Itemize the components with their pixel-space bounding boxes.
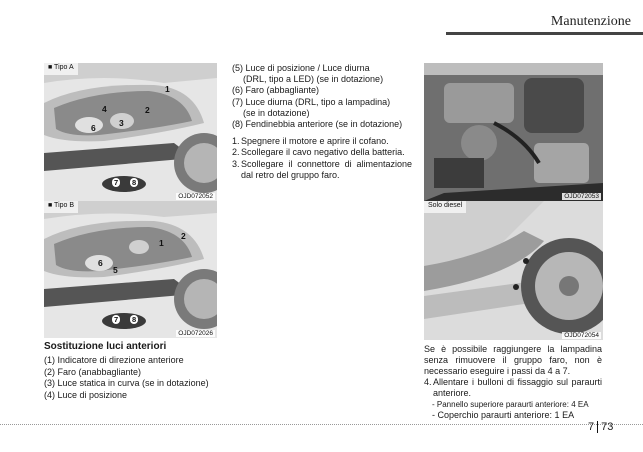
figure-label: Solo diesel: [424, 201, 466, 213]
callout-5: 5: [113, 265, 118, 275]
figure-code: OJD072052: [178, 193, 213, 200]
step-item: [232, 136, 412, 147]
step-text: Scollegare il connettore di alimentazione dal retro del gruppo faro.: [241, 158, 412, 180]
callout-1: 1: [159, 238, 164, 248]
list-item: [232, 97, 412, 119]
step-number: 2.: [232, 147, 240, 158]
page-number-value: 73: [601, 421, 614, 433]
callout-2: 2: [181, 231, 186, 241]
footer-rule: [0, 424, 643, 425]
figure-code: OJD072054: [564, 332, 599, 339]
figure-code: OJD072026: [178, 330, 213, 337]
figure-type-b: [44, 201, 217, 338]
figure-engine-bay: [424, 63, 603, 201]
step-item: [232, 147, 412, 158]
list-item-text: (se in dotazione): [243, 107, 310, 118]
step-item: [424, 377, 602, 399]
list-item: [232, 63, 412, 85]
callout-8: 8: [132, 178, 137, 187]
callout-4: 4: [102, 104, 107, 114]
list-item: (3) Luce statica in curva (se in dotazione): [44, 378, 209, 389]
list-item: [232, 85, 412, 96]
section-heading: Sostituzione luci anteriori: [44, 341, 167, 352]
page-number: [588, 421, 613, 433]
list-item: (4) Luce di posizione: [44, 389, 128, 400]
bulb-list-continued: [232, 63, 412, 181]
figure-code: OJD072053: [564, 193, 599, 200]
callout-6: 6: [91, 123, 96, 133]
callout-3: 3: [119, 118, 124, 128]
list-item: (1) Indicatore di direzione anteriore: [44, 355, 184, 365]
sub-item: - Pannello superiore paraurti anteriore: 4 EA: [432, 400, 589, 409]
chapter-number: 7: [588, 421, 598, 433]
list-item-text: (7) Luce diurna (DRL, tipo a lampadina): [232, 96, 391, 107]
sub-item: - Coperchio paraurti anteriore: 1 EA: [432, 410, 575, 420]
figure-label: ■ Tipo A: [44, 63, 78, 75]
bulb-list: [44, 355, 209, 401]
note-paragraph: Se è possibile raggiungere la lampadina senza rimuovere il gruppo faro, non è necessario eseguire i passi da 4 a 7.: [424, 344, 602, 376]
step-text: Spegnere il motore e aprire il cofano.: [241, 136, 389, 147]
list-item: [232, 119, 412, 130]
list-item-text: (DRL, tipo a LED) (se in dotazione): [243, 74, 384, 85]
step-text: Scollegare il cavo negativo della batteria.: [241, 147, 405, 158]
figure-diesel: [424, 201, 603, 340]
list-item: (2) Faro (anabbagliante): [44, 366, 142, 377]
list-item-text: (6) Faro (abbagliante): [232, 85, 320, 96]
step-number: 4.: [424, 377, 432, 387]
step-text: Allentare i bulloni di fissaggio sul paraurti anteriore.: [433, 377, 602, 398]
figure-type-a: [44, 63, 217, 201]
procedure-steps: [232, 136, 412, 181]
header-title: Manutenzione: [550, 14, 631, 29]
header-rule: [446, 32, 643, 35]
step-number: 3.: [232, 158, 240, 169]
step-number: 1.: [232, 136, 240, 147]
list-item-text: (5) Luce di posizione / Luce diurna: [232, 63, 370, 73]
engine-bay-illustration: [424, 63, 603, 201]
callout-2: 2: [145, 105, 150, 115]
callout-6: 6: [98, 258, 103, 268]
callout-8: 8: [132, 315, 137, 324]
bumper-illustration: [424, 201, 603, 340]
figure-label: ■ Tipo B: [44, 201, 78, 213]
step-item: [232, 159, 412, 181]
callout-1: 1: [165, 84, 170, 94]
callout-7: 7: [114, 178, 119, 187]
callout-7: 7: [114, 315, 119, 324]
right-column-text: [424, 344, 602, 421]
list-item-text: (8) Fendinebbia anteriore (se in dotazione): [232, 119, 403, 130]
